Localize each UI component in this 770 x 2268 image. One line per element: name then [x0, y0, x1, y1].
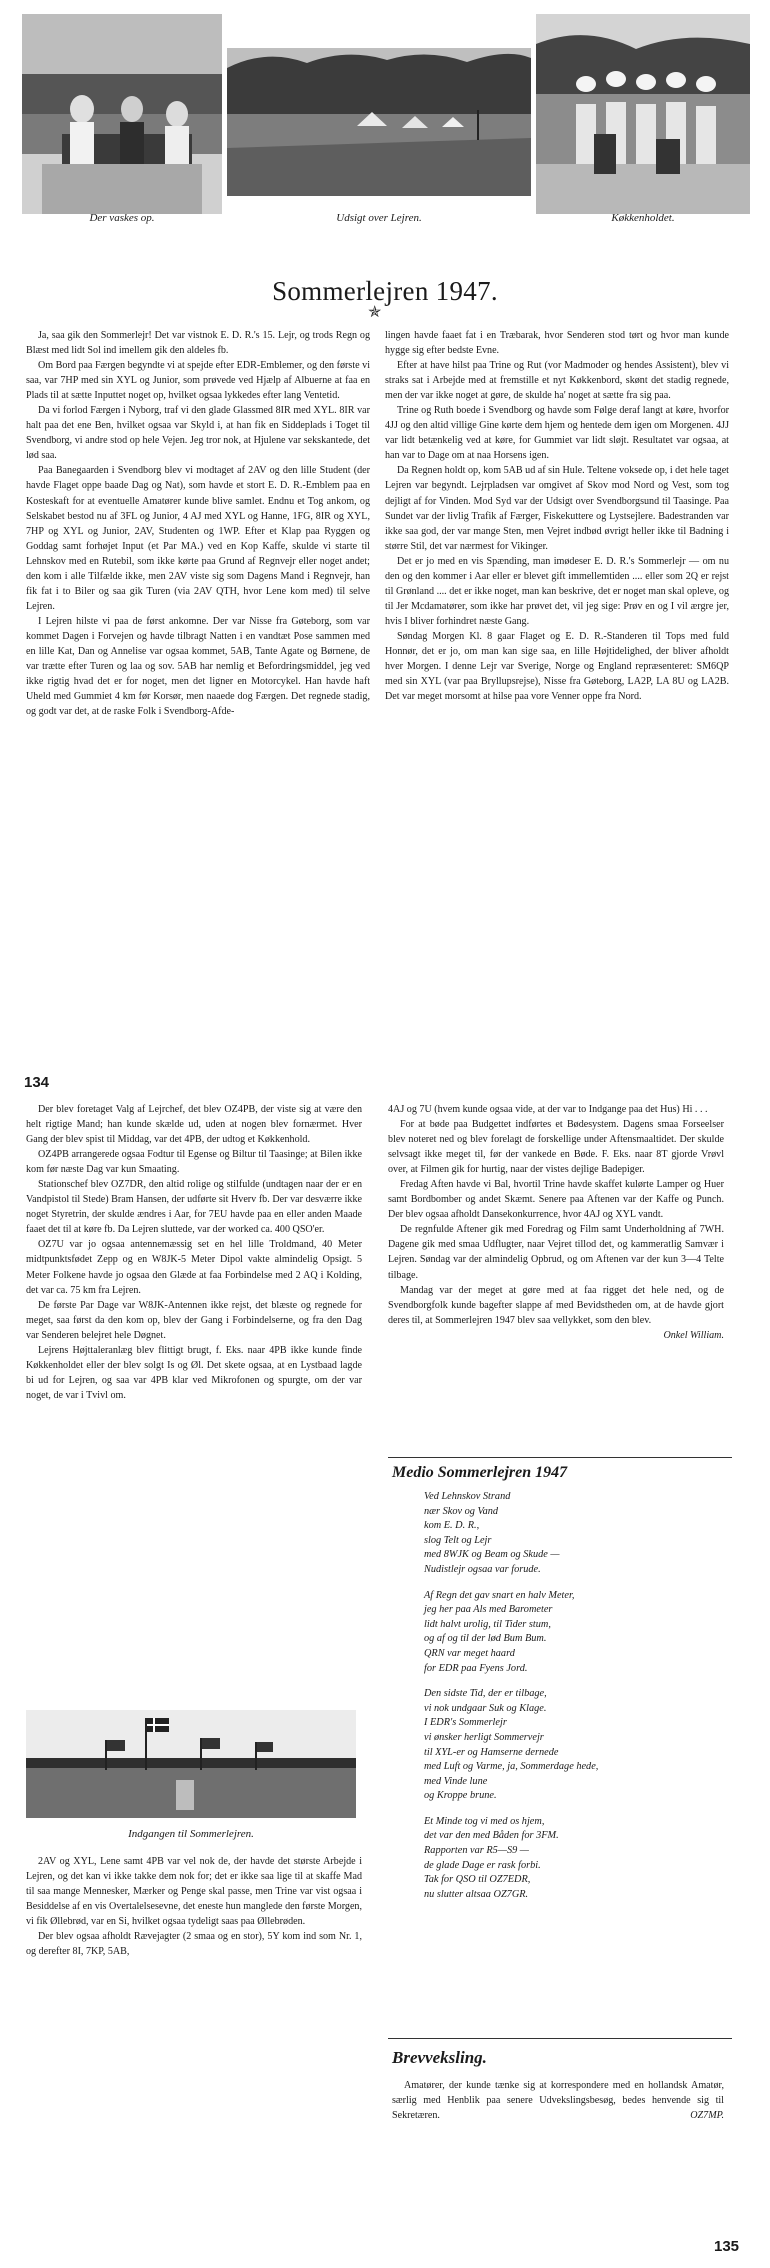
paragraph: Ja, saa gik den Sommerlejr! Det var vistnok E. D. R.'s 15. Lejr, og trods Regn og Blæst med lidt Sol ind imellem gik den aldeles fb. — [26, 330, 370, 357]
poem-line: for EDR paa Fyens Jord. — [424, 1662, 528, 1674]
poem-line: kom E. D. R., — [424, 1520, 480, 1532]
paragraph: OZ7U var jo ogsaa antennemæssig set en hel lille Troldmand, 40 Meter midtpunktsfødet Zepp og en W8JK-5 Meter Dipol vakte almindelig Opsigt. 5 Meter Folkene havde jo ogsaa den Glæde at faa Forbindelse med 2 AQ i Kolding, det var ca. 75 km fra Lejren. — [26, 1239, 362, 1296]
poem-line: til XYL-er og Hamserne dernede — [424, 1746, 559, 1758]
poem-line: nu slutter altsaa OZ7GR. — [424, 1888, 529, 1900]
poem-line: slog Telt og Lejr — [424, 1534, 492, 1546]
brevveksling-text — [392, 2078, 724, 2123]
poem-line: I EDR's Sommerlejr — [424, 1717, 507, 1729]
caption-camp-view: Udsigt over Lejren. — [336, 212, 422, 224]
caption-kitchen-crew: Køkkenholdet. — [611, 212, 675, 224]
page-number-right: 135 — [714, 2238, 740, 2255]
paragraph: Da vi forlod Færgen i Nyborg, traf vi den glade Glassmed 8IR med XYL. 8IR var halt paa det ene Ben, hvilket ogsaa var Skyld i, at han fik en Siddeplads i Toget til Svendborg, vi andre stod op hele Vejen. Jeg tror nok, at Hjulene var sekskantede, det lød saa. — [26, 405, 370, 462]
column-3 — [26, 1102, 362, 1403]
poem-line: og Kroppe brune. — [424, 1790, 497, 1802]
poem-title: Medio Sommerlejren 1947 — [392, 1464, 568, 1481]
poem-line: nær Skov og Vand — [424, 1505, 499, 1517]
photo-camp-entrance — [26, 1710, 356, 1818]
poem-line: vi ønsker herligt Sommervejr — [424, 1731, 544, 1743]
paragraph: Fredag Aften havde vi Bal, hvortil Trine havde skaffet kulørte Lamper og Huer samt Bordbomber og andet Skæmt. Senere paa Aftenen var der Kaffe og Punch. Der blev ogsaa afholdt Dansekonkurrence, hvor 4AJ og XYL vandt. — [388, 1179, 724, 1221]
poem-line: Et Minde tog vi med os hjem, — [424, 1815, 545, 1827]
author-signature: Onkel William. — [663, 1329, 724, 1341]
poem-line: Rapporten var R5—S9 — — [424, 1845, 529, 1857]
paragraph: Der blev ogsaa afholdt Rævejagter (2 smaa og en stor), 5Y kom ind som Nr. 1, og derefter 8I, 7KP, 5AB, — [26, 1931, 362, 1958]
poem-line: Af Regn det gav snart en halv Meter, — [424, 1589, 575, 1601]
paragraph: Søndag Morgen Kl. 8 gaar Flaget og E. D. R.-Standeren til Tops med fuld Honnør, det er jo, om man kan sige saa, en lille Højtidelighed, der bliver afholdt hver Morgen. I denne Lejr var Sverige, Norge og England repræsenteret: SM6QP med sin XYL (var paa Bryllupsrejse), Nisse fra Gøteborg, LA2P, LA 8U og LA2B. Det var meget morsomt at hilse paa vore Venner oppe fra Nord. — [385, 630, 729, 703]
paragraph: Der blev foretaget Valg af Lejrchef, det blev OZ4PB, der viste sig at være den helt rigtige Mand; han kunde skælde ud, uden at nogen blev fornærmet. Hver Gang der blev spist til Middag, var det 4PB, der udtog et Køkkenhold. — [26, 1104, 362, 1146]
divider — [388, 1457, 732, 1458]
poem-line: jeg her paa Als med Barometer — [424, 1604, 553, 1616]
poem-line: Nudistlejr ogsaa var forude. — [424, 1563, 541, 1575]
paragraph: Da Regnen holdt op, kom 5AB ud af sin Hule. Teltene voksede op, i det hele taget Lejren var begyndt. Lejrpladsen var omgivet af Skov mod Nord og Vest, som tog dejligt af for Vinden. Mod Syd var der Udsigt over Svendborgsund til Taasinge. Paa Sundet var der livlig Trafik af Færger, Fiskekuttere og Lystsejlere. Badestranden var ikke saa god, der var mange Sten, men Vejret indbød øvrigt heller ikke til Badning i større Stil, det var nærmest for Vikinger. — [385, 465, 729, 552]
paragraph: Om Bord paa Færgen begyndte vi at spejde efter EDR-Emblemer, og den første vi saa, var 7HP med sin XYL og Junior, som prøvede ved Hjælp af Albuerne at faa en Plads til at sætte Inputtet noget op, hvilket ogsaa lykkedes efter lang Ventetid. — [26, 360, 370, 402]
poem-line: med Vinde lune — [424, 1775, 488, 1787]
divider — [388, 2038, 732, 2039]
paragraph: Lejrens Højttaleranlæg blev flittigt brugt, f. Eks. naar 4PB ikke kunde finde Køkkenholdet eller der blev solgt Is og Øl. Det skete ogsaa, at en Lystbaad lagde bi ud for Lejren, og saa var 4PB klar ved Mikrofonen og spurgte, om der var noget, de var i Tvivl om. — [26, 1344, 362, 1401]
paragraph: For at bøde paa Budgettet indførtes et Bødesystem. Dagens smaa Forseelser blev noteret ned og blev forelagt de forskellige under Aftensmaaltidet. Der skulde selvsagt ikke meget til, før der vankede en Bøde. F. Eks. naar 8T gjorde Vrøvl over, at Filmen gik for hurtig, naar der vistes dejlige Badepiger. — [388, 1119, 724, 1176]
paragraph: I Lejren hilste vi paa de først ankomne. Der var Nisse fra Gøteborg, som var kommet Dagen i Forvejen og havde tilbragt Natten i en vandtæt Pose sammen med en lille Kat, Dan og Annelise var ogsaa kommet, 5AB, Tante Agate og Børnene, de var trætte efter Turen og laa og sov. 5AB har nemlig et Befordringsmiddel, jeg ved ikke rigtig hvad det er for noget, men det ligner en Motorcykel. Han havde haft Uheld med Gummiet 4 km før Korsør, men naaede dog Færgen. Det regnede stadig, og godt var det, at de raske Folk i Svendborg-Afde- — [26, 615, 370, 718]
poem-line: QRN var meget haard — [424, 1647, 515, 1659]
paragraph: lingen havde faaet fat i en Træbarak, hvor Senderen stod tørt og hvor man kunde hygge sig efter bedste Evne. — [385, 330, 729, 357]
poem-line: de glade Dage er rask forbi. — [424, 1859, 541, 1871]
paragraph: Efter at have hilst paa Trine og Rut (vor Madmoder og hendes Assistent), blev vi straks sat i Arbejde med at fremstille et nyt Køkkenbord, skønt det stadig regnede, men der var ikke noget at gøre, de skulde ha' noget at sætte fra sig paa. — [385, 360, 729, 402]
caption-dishwashing: Der vaskes op. — [89, 212, 155, 224]
column-3-continued — [26, 1854, 362, 1959]
poem-line: med 8WJK og Beam og Skude — — [424, 1549, 560, 1561]
star-ornament: ✯ — [368, 304, 382, 321]
brevveksling-title: Brevveksling. — [392, 2048, 487, 2067]
paragraph: Paa Banegaarden i Svendborg blev vi modtaget af 2AV og den lille Student (der havde Flaget oppe baade Dag og Nat), som havde et stort E. D. R.-Emblem paa en Kosteskaft for at eventuelle Amatører kunde blive samlet. Endnu et Tog ankom, og Selskabet bestod nu af 3FL og Junior, 4 AJ med XYL og Hanne, 1FG, 8IR og XYL, 7HP og XYL og Junior, 2AV, Studenten og 1WP. Efter et Klap paa Ryggen og Goddag samt forhøjet Input (et Par MA.) ved en Kop Kaffe, skulde vi starte til Lehnskov med en Rutebil, som ikke kørte paa Grund af Regnvejr eller noget andet; den kom i alle Tilfælde ikke, men 2AV viste sig som Dagens Mand i Regnvejr, han fik fat i to Biler og saa gik Turen (via 2AV QTH, hvor Lene kom med) til selve Lejren. — [26, 465, 370, 612]
poem-line: det var den med Båden for 3FM. — [424, 1830, 559, 1842]
paragraph: De regnfulde Aftener gik med Foredrag og Film samt Underholdning af 7WH. Dagene gik med smaa Udflugter, naar Vejret tillod det, og kammeratlig Samvær i Lejren. Søndag var der almindelig Opbrud, og om Aftenen var der kun 3—4 Telte tilbage. — [388, 1224, 724, 1281]
poem-line: vi nok undgaar Suk og Klage. — [424, 1702, 547, 1714]
photo-dishwashing — [22, 14, 222, 214]
paragraph: 2AV og XYL, Lene samt 4PB var vel nok de, der havde det største Arbejde i Lejren, og det kan vi ikke takke dem nok for; det er ikke saa lige til at skaffe Mad til saa mange Mennesker, Mærker og Penge skal passe, men Trine var vist ogsaa i Besiddelse af en vis Overtalelsesevne, det eneste hun manglede den første Morgen, vi fik Øllebrød, var en Si, hvilket ogsaa tydeligt saas paa Øllebrøden. — [26, 1856, 362, 1928]
poem — [424, 1490, 724, 1902]
poem-line: Tak for QSO til OZ7EDR, — [424, 1874, 531, 1886]
brevveksling-signature: OZ7MP. — [690, 2110, 724, 2122]
caption-camp-entrance: Indgangen til Sommerlejren. — [128, 1828, 254, 1840]
photo-kitchen-crew — [536, 14, 750, 214]
poem-line: Ved Lehnskov Strand — [424, 1491, 511, 1502]
paragraph: OZ4PB arrangerede ogsaa Fodtur til Egense og Biltur til Taasinge; at Bilen ikke kom før næste Dag var kun Smaating. — [26, 1149, 362, 1176]
page-number-left: 134 — [24, 1074, 50, 1091]
paragraph: De første Par Dage var W8JK-Antennen ikke rejst, det blæste og regnede for meget, saa først da den kom op, blev der Gang i Forbindelserne, og fra den Dag var Senderen belejret hele Døgnet. — [26, 1299, 362, 1341]
article-title: Sommerlejren 1947. — [272, 276, 498, 307]
column-2 — [385, 328, 729, 704]
poem-line: Den sidste Tid, der er tilbage, — [424, 1688, 547, 1700]
photo-camp-view — [227, 48, 531, 196]
paragraph: 4AJ og 7U (hvem kunde ogsaa vide, at der var to Indgange paa det Hus) Hi . . . — [388, 1104, 708, 1115]
column-4 — [388, 1102, 724, 1343]
poem-line: med Luft og Varme, ja, Sommerdage hede, — [424, 1761, 599, 1773]
poem-line: og af og til der lød Bum Bum. — [424, 1633, 547, 1645]
paragraph: Stationschef blev OZ7DR, den altid rolige og stilfulde (undtagen naar der er en Vandpistol til Stede) Bram Hansen, der udførte sit Hverv fb. Der var desværre ikke noget Styretrin, der skulde ændres i Aar, for 7EU havde paa en eller anden Maade faaet det til at køre fb. Da Lejren sluttede, var der worked ca. 400 QSO'er. — [26, 1179, 362, 1236]
paragraph: Mandag var der meget at gøre med at faa rigget det hele ned, og de Svendborgfolk kunde bagefter slappe af med Bevidstheden om, at de havde gjort deres til, at Sommerlejren 1947 blev saa vellykket, som den blev. — [388, 1284, 724, 1326]
paragraph: Det er jo med en vis Spænding, man imødeser E. D. R.'s Sommerlejr — om nu den og den kommer i Aar eller er blevet gift immellemtiden .... eller som 2Q er rejst til Grønland .... det er ikke noget, man kan beskrive, det er noget man skal opleve, og til Jer Mcdamatører, som ikke har prøvet det, vil jeg sige: Prøv en og I vil ærgre jer, hvis I bliver forhindret næste Gang. — [385, 555, 729, 627]
column-1 — [26, 328, 370, 719]
paragraph: Amatører, der kunde tænke sig at korrespondere med en hollandsk Amatør, særlig med Henblik paa senere Udvekslingsbesøg, bedes henvende sig til Sekretæren. — [392, 2080, 724, 2122]
poem-line: lidt halvt urolig, til Tider stum, — [424, 1618, 551, 1630]
paragraph: Trine og Ruth boede i Svendborg og havde som Følge deraf langt at køre, hvorfor 4JJ og den altid villige Gine kørte dem hjem og hentede dem igen om Morgenen. 4JJ var lidt betænkelig ved at køre, for Gummiet var lidt sløjt. Resultatet var ogsaa, at han var to Dage om at naa Horsens igen. — [385, 405, 729, 462]
